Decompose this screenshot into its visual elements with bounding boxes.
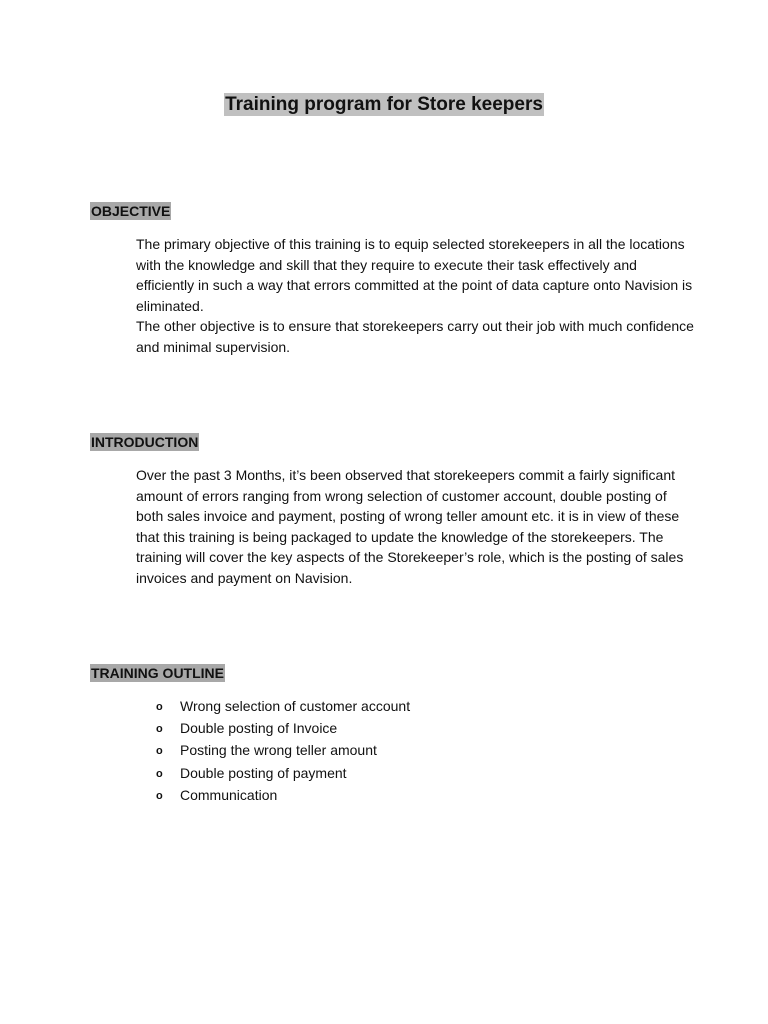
list-item	[156, 739, 410, 761]
training-outline-list	[156, 695, 410, 806]
list-item	[156, 695, 410, 717]
introduction-body	[136, 465, 696, 589]
bullet-icon: o	[156, 767, 163, 780]
bullet-icon: o	[156, 723, 163, 736]
list-item-text: Communication	[180, 786, 278, 803]
introduction-heading: INTRODUCTION	[91, 434, 199, 450]
bullet-icon: o	[156, 789, 163, 802]
bullet-icon: o	[156, 745, 163, 758]
introduction-paragraph-1: Over the past 3 Months, it’s been observed that storekeepers commit a fairly significant amount of errors ranging from wrong selection of customer account, double posting of both sales invoice and payment, posting of wrong teller amount etc. it is in view of these that this training is being packaged to update the knowledge of the storekeepers. The training will cover the key aspects of the Storekeeper’s role, which is the posting of sales invoices and payment on Navision.	[136, 467, 684, 586]
list-item	[156, 762, 410, 784]
list-item-text: Posting the wrong teller amount	[180, 742, 377, 759]
objective-paragraph-1: The primary objective of this training is to equip selected storekeepers in all the locations with the knowledge and skill that they require to execute their task effectively and efficiently in such a way that errors committed at the point of data capture onto Navision is eliminated.	[136, 236, 693, 314]
list-item	[156, 784, 410, 806]
training-outline-heading: TRAINING OUTLINE	[91, 665, 224, 681]
bullet-icon: o	[156, 701, 163, 713]
list-item-text: Double posting of Invoice	[180, 720, 338, 737]
objective-body	[136, 234, 696, 358]
list-item	[156, 717, 410, 739]
list-item-text: Wrong selection of customer account	[180, 698, 411, 714]
objective-heading: OBJECTIVE	[91, 203, 171, 219]
objective-paragraph-2: The other objective is to ensure that storekeepers carry out their job with much confidence and minimal supervision.	[136, 318, 694, 355]
document-title: Training program for Store keepers	[225, 94, 543, 115]
title-container	[0, 93, 768, 116]
list-item-text: Double posting of payment	[180, 764, 347, 781]
